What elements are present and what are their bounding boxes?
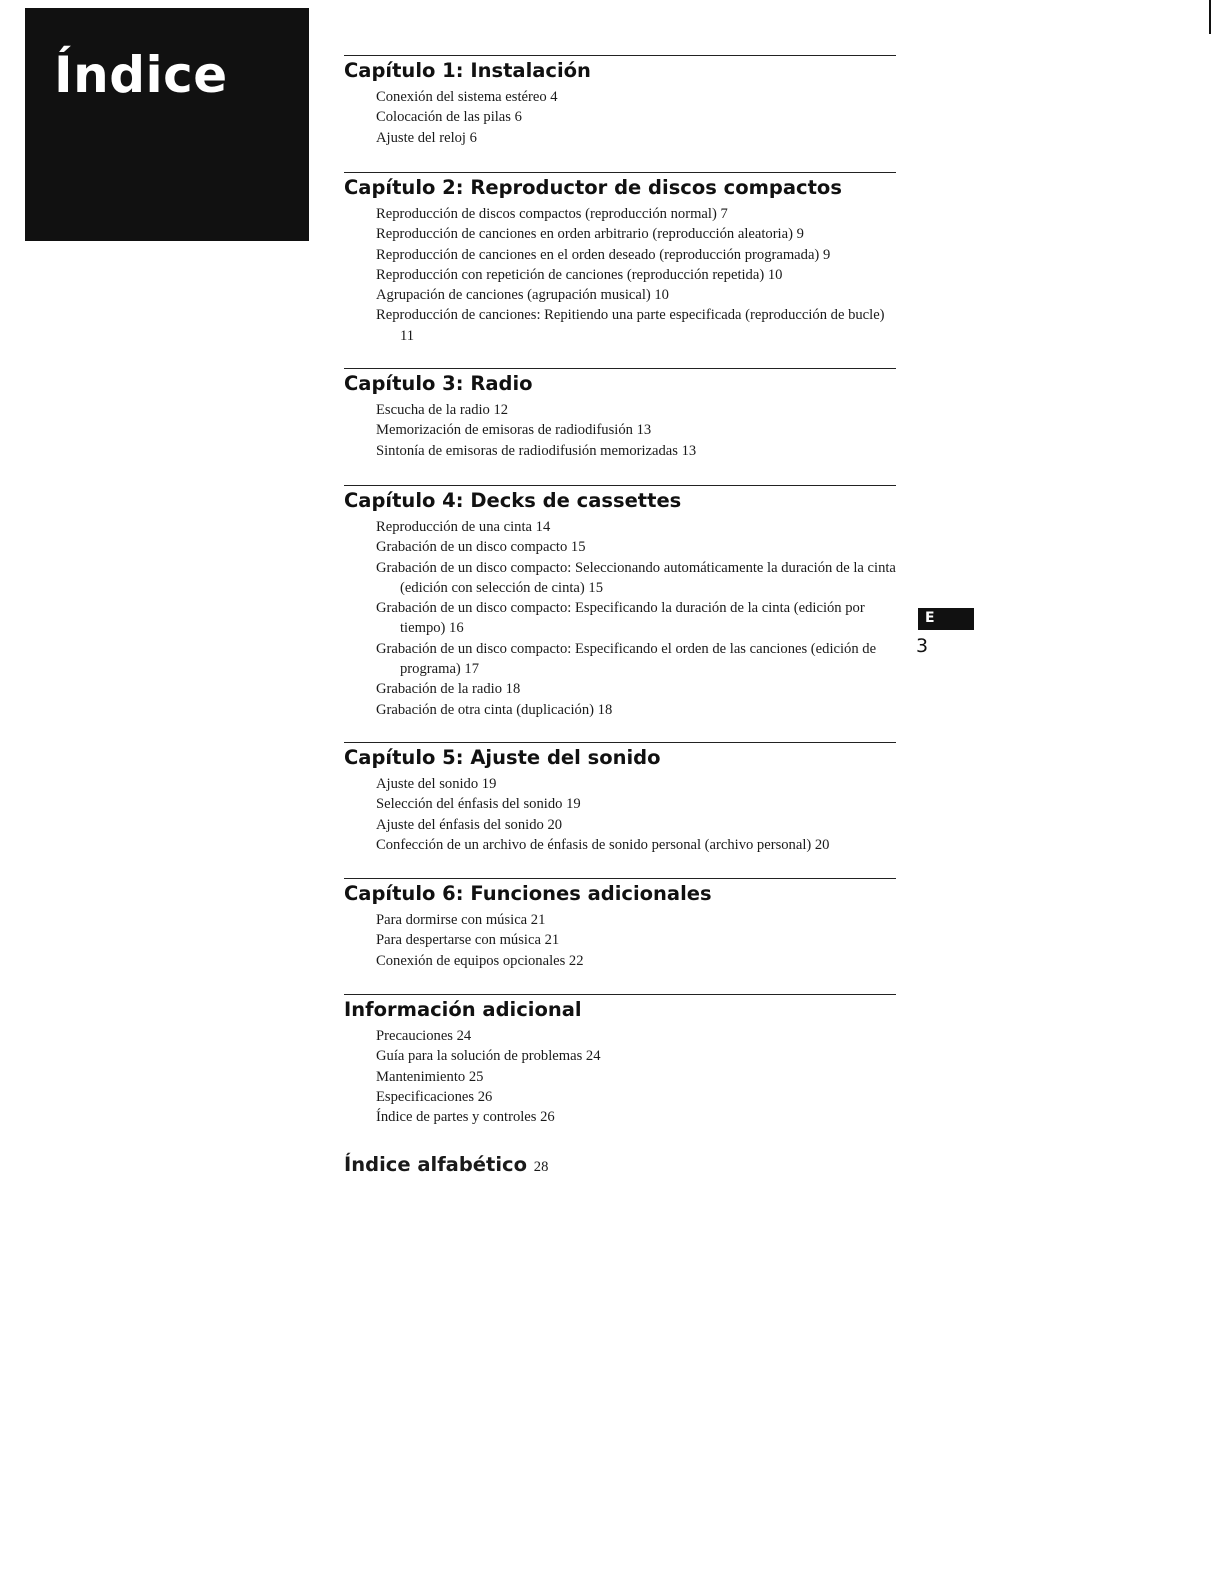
list-item[interactable] [376,679,896,699]
list-item[interactable] [376,224,896,244]
alphabetical-index-heading[interactable] [344,1153,548,1176]
entry-text: Ajuste del sonido 19 [376,776,497,792]
list-item[interactable] [376,305,896,346]
list-item[interactable] [376,517,896,537]
entry-text: Reproducción de canciones en orden arbitrario (reproducción aleatoria) 9 [376,226,804,243]
entry-list [344,204,896,346]
entry-text: Escucha de la radio 12 [376,402,509,418]
entry-text: Reproducción de una cinta 14 [376,519,551,535]
list-item[interactable] [376,204,896,224]
page-number: 3 [916,635,929,657]
list-item[interactable] [376,700,896,720]
section-rule [344,742,896,743]
section-chapter-5 [344,742,896,855]
list-item[interactable] [376,285,896,305]
section-heading[interactable]: Capítulo 3: Radio [344,372,533,395]
entry-text: Sintonía de emisoras de radiodifusión memorizadas 13 [376,442,697,459]
entry-text: Reproducción con repetición de canciones (reproducción repetida) 10 [376,266,783,283]
list-item[interactable] [376,910,896,930]
section-chapter-6 [344,878,896,971]
entry-text: Especificaciones 26 [376,1088,493,1105]
section-rule [344,172,896,173]
entry-text: Colocación de las pilas 6 [376,109,522,126]
section-additional-info [344,994,896,1127]
entry-text: Guía para la solución de problemas 24 [376,1048,601,1065]
list-item[interactable] [376,128,896,148]
section-rule [344,994,896,995]
entry-text: Confección de un archivo de énfasis de sonido personal (archivo personal) 20 [376,836,830,853]
section-heading[interactable]: Información adicional [344,998,582,1021]
section-chapter-4 [344,485,896,720]
entry-text: Reproducción de canciones en el orden deseado (reproducción programada) 9 [376,246,831,263]
list-item[interactable] [376,265,896,285]
entry-list [344,1026,896,1127]
entry-text: Grabación de un disco compacto 15 [376,539,586,556]
entry-text: Índice de partes y controles 26 [376,1109,555,1126]
list-item[interactable] [376,598,896,639]
section-heading[interactable]: Capítulo 2: Reproductor de discos compactos [344,176,842,199]
list-item[interactable] [376,107,896,127]
list-item[interactable] [376,1087,896,1107]
entry-text: Grabación de otra cinta (duplicación) 18 [376,701,613,718]
list-item[interactable] [376,441,896,461]
entry-text: Ajuste del énfasis del sonido 20 [376,816,563,833]
page-title: Índice [54,46,228,104]
language-tab-letter: E [925,610,935,626]
entry-text: Para dormirse con música 21 [376,912,546,928]
section-heading[interactable]: Capítulo 5: Ajuste del sonido [344,746,661,769]
entry-text: Precauciones 24 [376,1028,472,1044]
list-item[interactable] [376,558,896,599]
entry-text: Mantenimiento 25 [376,1068,484,1085]
entry-text: Para despertarse con música 21 [376,932,560,949]
entry-list [344,910,896,971]
list-item[interactable] [376,87,896,107]
title-block [25,8,309,241]
language-tab [918,608,974,630]
section-chapter-3 [344,368,896,461]
section-heading[interactable]: Capítulo 6: Funciones adicionales [344,882,712,905]
section-rule [344,55,896,56]
list-item[interactable] [376,951,896,971]
entry-text: Conexión de equipos opcionales 22 [376,952,584,969]
entry-text: Grabación de la radio 18 [376,681,521,698]
alphabetical-index-label: Índice alfabético [344,1153,527,1176]
edge-mark [1209,0,1211,34]
entry-text: Grabación de un disco compacto: Especificando la duración de la cinta (edición por tiempo) 16 [376,600,865,637]
list-item[interactable] [376,1067,896,1087]
section-heading[interactable]: Capítulo 4: Decks de cassettes [344,489,682,512]
list-item[interactable] [376,420,896,440]
section-heading[interactable]: Capítulo 1: Instalación [344,59,591,82]
entry-text: Reproducción de discos compactos (reproducción normal) 7 [376,206,728,222]
entry-text: Agrupación de canciones (agrupación musical) 10 [376,287,669,304]
list-item[interactable] [376,245,896,265]
list-item[interactable] [376,1046,896,1066]
list-item[interactable] [376,1107,896,1127]
section-chapter-2 [344,172,896,346]
list-item[interactable] [376,1026,896,1046]
list-item[interactable] [376,794,896,814]
list-item[interactable] [376,930,896,950]
entry-text: Grabación de un disco compacto: Especificando el orden de las canciones (edición de programa) 17 [376,640,877,678]
entry-list [344,400,896,461]
list-item[interactable] [376,815,896,835]
list-item[interactable] [376,774,896,794]
entry-text: Memorización de emisoras de radiodifusión 13 [376,422,652,439]
list-item[interactable] [376,835,896,855]
section-rule [344,878,896,879]
entry-list [344,87,896,148]
entry-text: Ajuste del reloj 6 [376,129,477,146]
list-item[interactable] [376,639,896,680]
entry-text: Conexión del sistema estéreo 4 [376,89,558,105]
entry-text: Reproducción de canciones: Repitiendo una parte especificada (reproducción de bucle) 11 [376,307,885,344]
alphabetical-index-page: 28 [533,1159,549,1175]
list-item[interactable] [376,400,896,420]
section-rule [344,368,896,369]
entry-text: Grabación de un disco compacto: Seleccionando automáticamente la duración de la cinta (edición con selección de cinta) 15 [376,559,896,596]
section-rule [344,485,896,486]
list-item[interactable] [376,537,896,557]
entry-list [344,517,896,720]
entry-list [344,774,896,855]
section-chapter-1 [344,55,896,148]
entry-text: Selección del énfasis del sonido 19 [376,796,581,813]
